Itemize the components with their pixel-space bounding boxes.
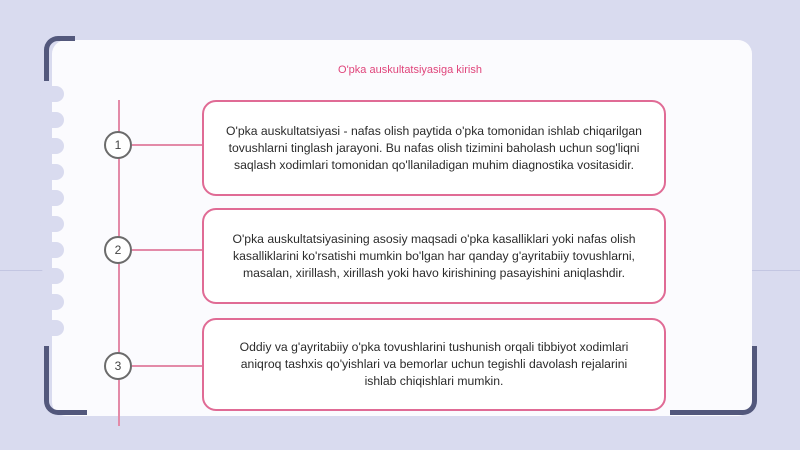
card-notch — [40, 86, 64, 102]
step-connector — [132, 365, 204, 367]
card-notch — [40, 242, 64, 258]
step-text: Oddiy va g'ayritabiiy o'pka tovushlarini tushunish orqali tibbiyot xodimlari aniqroq tashxis qo'yishlari va bemorlar uchun tegishli davolash rejalarini ishlab chiqishlari mumkin. — [239, 340, 629, 388]
card-notch — [40, 112, 64, 128]
slide-title: O'pka auskultatsiyasiga kirish — [338, 64, 482, 76]
step-text-box — [202, 208, 666, 304]
step-text: O'pka auskultatsiyasining asosiy maqsadi o'pka kasalliklari yoki nafas olish kasalliklarini ko'rsatishi mumkin bo'lgan har qanday g'ayritabiiy tovushlarni, masalan, xirillash, xirillash yoki havo kirishining pasayishini aniqlashdir. — [232, 231, 636, 280]
step-connector — [132, 249, 204, 251]
corner-bracket-top-left — [44, 36, 75, 81]
step-number-circle: 3 — [104, 352, 132, 380]
step-number-circle: 2 — [104, 236, 132, 264]
card-notch — [40, 164, 64, 180]
corner-bracket-bottom-left — [44, 346, 87, 415]
card-notch — [40, 294, 64, 310]
card-notch — [40, 190, 64, 206]
corner-bracket-bottom-right — [670, 346, 757, 415]
step-number-circle: 1 — [104, 131, 132, 159]
card-notch — [40, 216, 64, 232]
card-notch — [40, 268, 64, 284]
step-connector — [132, 144, 204, 146]
card-notch — [40, 320, 64, 336]
step-text: O'pka auskultatsiyasi - nafas olish paytida o'pka tomonidan ishlab chiqarilgan tovushlarni tinglash jarayoni. Bu nafas olish tizimini baholash uchun sog'liqni saqlash xodimlari tomonidan qo'llaniladigan muhim diagnostika vositasidir. — [226, 123, 642, 172]
step-text-box — [202, 100, 666, 196]
step-text-box — [202, 318, 666, 411]
card-notch — [40, 138, 64, 154]
